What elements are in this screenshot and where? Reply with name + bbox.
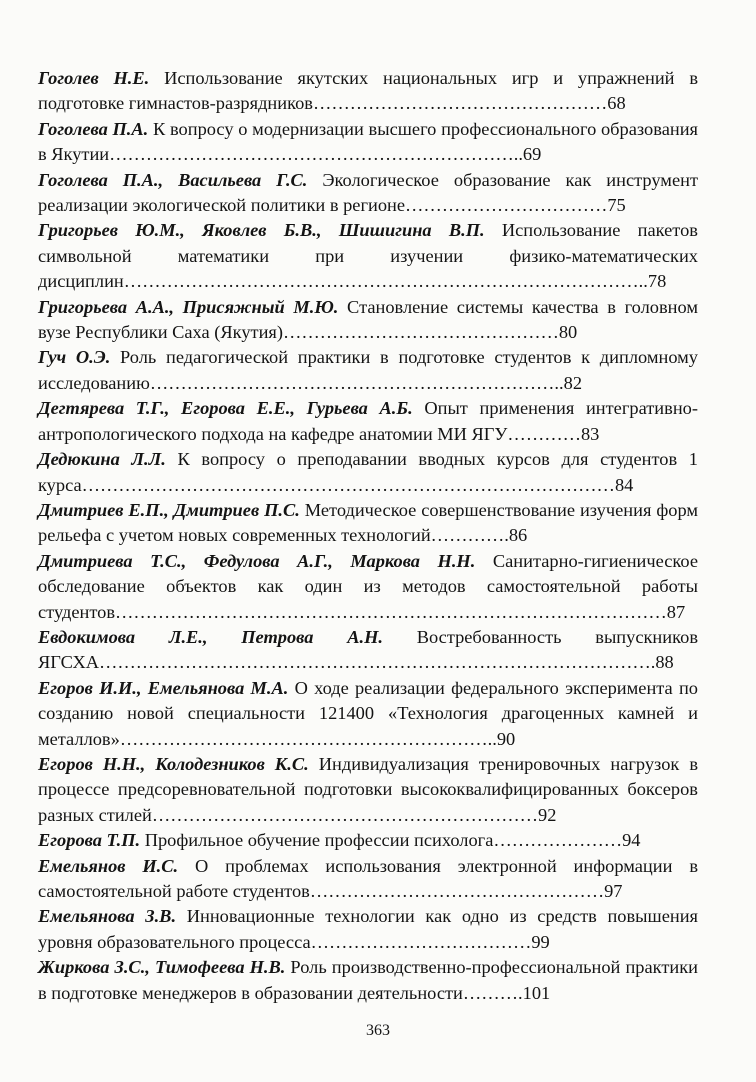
entry-title: О ходе реализации федерального эксперимента по созданию новой специальности 121400 «Технология драгоценных камней и металлов»……………………………………………………..90: [38, 677, 698, 749]
entry-authors: Егоров Н.Н., Колодезников К.С.: [38, 753, 309, 774]
toc-entry: [38, 955, 698, 1006]
entry-title: Опыт применения интегративно-антропологического подхода на кафедре анатомии МИ ЯГУ…………83: [38, 398, 698, 444]
entry-authors: Гоголева П.А.: [38, 118, 149, 139]
page-number: 363: [366, 1022, 390, 1039]
entry-authors: Григорьева А.А., Присяжный М.Ю.: [38, 296, 339, 317]
entry-title: Использование якутских национальных игр и упражнений в подготовке гимнастов-разрядников…………………………………………68: [38, 68, 699, 114]
toc-entry: [38, 66, 698, 117]
entry-authors: Гоголева П.А., Васильева Г.С.: [38, 169, 308, 190]
entry-title: Экологическое образование как инструмент реализации экологической политики в регионе……………………………75: [38, 169, 698, 216]
toc-entry: [38, 295, 698, 346]
entry-authors: Емельянова З.В.: [38, 906, 177, 927]
entry-title: Востребованность выпускников ЯГСХА……………………………………………………………………………….88: [38, 626, 698, 673]
toc-entry: [38, 828, 698, 853]
entry-title: Использование пакетов символьной математики при изучении физико-математических дисциплин…………………………………………………………………………..78: [38, 220, 698, 292]
toc-entry: [38, 752, 698, 828]
toc-entry: [38, 218, 698, 294]
entry-authors: Евдокимова Л.Е., Петрова А.Н.: [38, 626, 383, 647]
toc-entry: [38, 345, 698, 396]
toc-entry: [38, 854, 698, 905]
entry-title: Методическое совершенствование изучения форм рельефа с учетом новых современных технологий………….86: [38, 499, 698, 546]
table-of-contents: [38, 66, 698, 1006]
toc-entry: [38, 168, 698, 219]
entry-authors: Дмитриев Е.П., Дмитриев П.С.: [38, 499, 300, 520]
toc-entry: [38, 904, 698, 955]
toc-entry: [38, 117, 698, 168]
toc-entry: [38, 498, 698, 549]
toc-entry: [38, 549, 698, 625]
entry-authors: Емельянов И.С.: [38, 855, 179, 876]
entry-authors: Гоголев Н.Е.: [38, 68, 150, 88]
entry-title: О проблемах использования электронной информации в самостоятельной работе студентов…………………………………………97: [38, 855, 699, 901]
entry-authors: Дегтярева Т.Г., Егорова Е.Е., Гурьева А.Б.: [38, 398, 413, 419]
entry-title: К вопросу о преподавании вводных курсов для студентов 1 курса……………………………………………………………………………84: [38, 449, 698, 495]
entry-authors: Жиркова З.С., Тимофеева Н.В.: [38, 957, 286, 978]
entry-title: Профильное обучение профессии психолога…………………94: [140, 830, 641, 851]
entry-authors: Егорова Т.П.: [38, 830, 141, 851]
entry-title: Индивидуализация тренировочных нагрузок в процессе предсоревновательной подготовки высококвалифицированных боксеров разных стилей………………………………………………………92: [38, 753, 699, 825]
toc-entry: [38, 676, 698, 752]
entry-title: Становление системы качества в головном вузе Республики Саха (Якутия)………………………………………80: [38, 296, 698, 343]
entry-authors: Дедюкина Л.Л.: [38, 449, 166, 470]
entry-title: К вопросу о модернизации высшего профессионального образования в Якутии…………………………………………………………..69: [38, 118, 698, 165]
toc-entry: [38, 447, 698, 498]
entry-authors: Егоров И.И., Емельянова М.А.: [38, 677, 289, 698]
entry-authors: Дмитриева Т.С., Федулова А.Г., Маркова Н.Н.: [38, 550, 476, 571]
entry-title: Роль педагогической практики в подготовке студентов к дипломному исследованию…………………………………………………………..82: [38, 347, 698, 393]
entry-title: Роль производственно-профессиональной практики в подготовке менеджеров в образовании деятельности……….101: [38, 957, 698, 1003]
toc-entry: [38, 396, 698, 447]
entry-title: Санитарно-гигиеническое обследование объектов как один из методов самостоятельной работы студентов………………………………………………………………………………87: [38, 550, 698, 622]
entry-authors: Григорьев Ю.М., Яковлев Б.В., Шишигина В.П.: [38, 220, 485, 241]
entry-title: Инновационные технологии как одно из средств повышения уровня образовательного процесса………………………………99: [38, 906, 699, 952]
toc-entry: [38, 625, 698, 676]
entry-authors: Гуч О.Э.: [38, 347, 111, 368]
